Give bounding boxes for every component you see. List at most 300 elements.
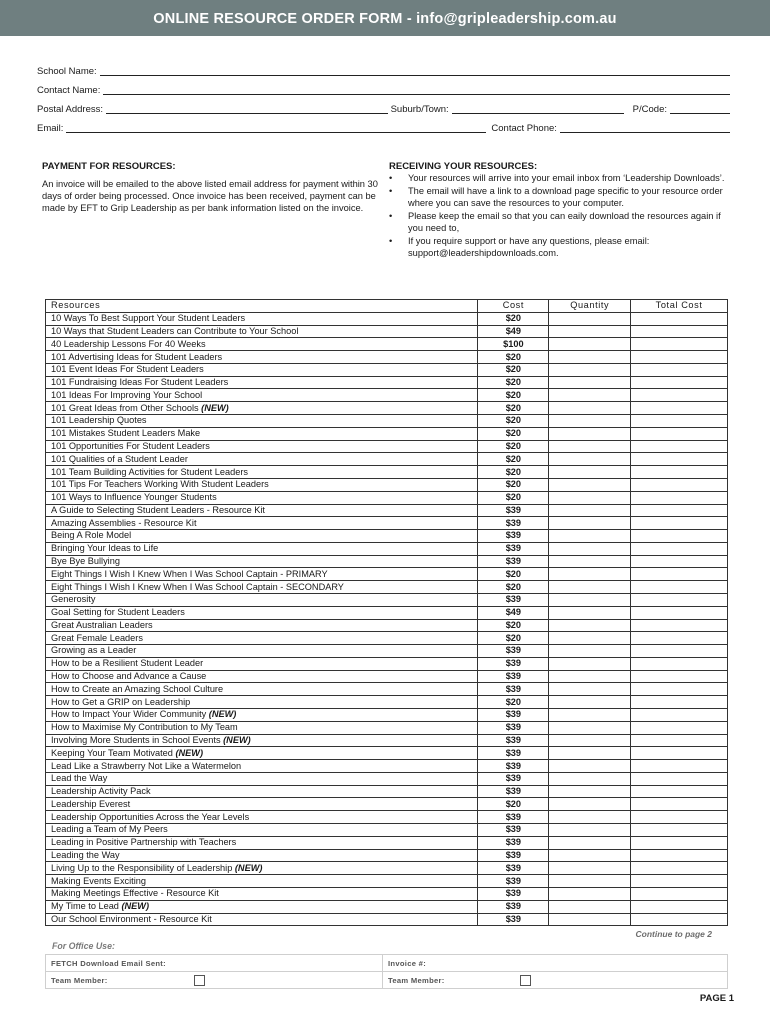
resource-name-cell (46, 440, 478, 453)
total-cost-cell[interactable] (631, 862, 728, 875)
cost-cell: $20 (478, 568, 549, 581)
total-cost-cell[interactable] (631, 887, 728, 900)
fetch-sent-label: FETCH Download Email Sent: (51, 958, 166, 968)
resource-name: Bye Bye Bullying (51, 556, 120, 567)
resource-name-cell (46, 836, 478, 849)
table-row (46, 811, 728, 824)
resource-name: Involving More Students in School Events (51, 734, 221, 745)
resource-name-cell (46, 555, 478, 568)
resource-name-cell (46, 619, 478, 632)
quantity-cell[interactable] (549, 376, 631, 389)
quantity-cell[interactable] (549, 683, 631, 696)
resource-name-cell (46, 747, 478, 760)
quantity-cell[interactable] (549, 785, 631, 798)
table-row (46, 760, 728, 773)
cost-cell: $20 (478, 466, 549, 479)
contact-name-line[interactable] (103, 85, 730, 95)
quantity-cell[interactable] (549, 760, 631, 773)
quantity-cell[interactable] (549, 530, 631, 543)
total-cost-cell[interactable] (631, 415, 728, 428)
quantity-cell[interactable] (549, 887, 631, 900)
school-name-label: School Name: (37, 66, 97, 77)
contact-phone-line[interactable] (560, 123, 730, 133)
cost-cell: $39 (478, 657, 549, 670)
quantity-cell[interactable] (549, 747, 631, 760)
resource-name: Leadership Everest (51, 798, 131, 809)
receiving-item (389, 235, 729, 260)
total-cost-cell[interactable] (631, 491, 728, 504)
quantity-cell[interactable] (549, 351, 631, 364)
resource-name-cell (46, 849, 478, 862)
quantity-cell[interactable] (549, 555, 631, 568)
bullet-icon: • (389, 210, 393, 221)
resource-name-cell (46, 415, 478, 428)
office-use-label: For Office Use: (52, 941, 115, 951)
quantity-cell[interactable] (549, 798, 631, 811)
quantity-cell[interactable] (549, 402, 631, 415)
table-row (46, 619, 728, 632)
header-total-cost: Total Cost (631, 300, 728, 313)
resource-name: How to Create an Amazing School Culture (51, 683, 224, 694)
cost-cell: $20 (478, 440, 549, 453)
resource-name-cell (46, 389, 478, 402)
resource-name-cell (46, 670, 478, 683)
quantity-cell[interactable] (549, 645, 631, 658)
total-cost-cell[interactable] (631, 325, 728, 338)
resource-name-cell (46, 542, 478, 555)
total-cost-cell[interactable] (631, 568, 728, 581)
quantity-cell[interactable] (549, 338, 631, 351)
total-cost-cell[interactable] (631, 593, 728, 606)
resource-name-cell (46, 606, 478, 619)
resource-name-cell (46, 312, 478, 325)
resource-name: Eight Things I Wish I Knew When I Was School Captain - PRIMARY (51, 568, 328, 579)
resource-name-cell (46, 504, 478, 517)
team-member-cell-2[interactable] (383, 972, 728, 989)
total-cost-cell[interactable] (631, 530, 728, 543)
resource-name-cell (46, 645, 478, 658)
cost-cell: $39 (478, 849, 549, 862)
quantity-cell[interactable] (549, 581, 631, 594)
total-cost-cell[interactable] (631, 875, 728, 888)
cost-cell: $39 (478, 645, 549, 658)
table-row (46, 824, 728, 837)
resource-name: 101 Advertising Ideas for Student Leaders (51, 351, 223, 362)
table-row (46, 849, 728, 862)
resource-name-cell (46, 427, 478, 440)
cost-cell: $20 (478, 619, 549, 632)
cost-cell: $39 (478, 900, 549, 913)
contact-name-field[interactable] (37, 82, 730, 96)
table-row (46, 747, 728, 760)
table-row (46, 798, 728, 811)
quantity-cell[interactable] (549, 466, 631, 479)
new-tag: (NEW) (223, 734, 251, 745)
quantity-cell[interactable] (549, 606, 631, 619)
cost-cell: $39 (478, 772, 549, 785)
resource-name: Making Meetings Effective - Resource Kit (51, 888, 219, 899)
cost-cell: $20 (478, 389, 549, 402)
pcode-label: P/Code: (632, 104, 667, 115)
cost-cell: $20 (478, 363, 549, 376)
resource-name-cell (46, 657, 478, 670)
resource-name: 101 Tips For Teachers Working With Student Leaders (51, 479, 269, 490)
resource-name-cell (46, 900, 478, 913)
resource-name-cell (46, 632, 478, 645)
table-row (46, 875, 728, 888)
resource-name: 101 Fundraising Ideas For Student Leaders (51, 377, 229, 388)
cost-cell: $39 (478, 504, 549, 517)
cost-cell: $39 (478, 709, 549, 722)
table-row (46, 530, 728, 543)
checkbox-2[interactable] (520, 975, 531, 986)
total-cost-cell[interactable] (631, 389, 728, 402)
total-cost-cell[interactable] (631, 913, 728, 926)
resource-name: How to Choose and Advance a Cause (51, 671, 207, 682)
receiving-item-text: Your resources will arrive into your email inbox from ‘Leadership Downloads’. (408, 173, 725, 183)
table-row (46, 504, 728, 517)
resource-name-cell (46, 721, 478, 734)
cost-cell: $20 (478, 415, 549, 428)
resource-name: Growing as a Leader (51, 645, 137, 656)
header-cost: Cost (478, 300, 549, 313)
resource-name: 101 Event Ideas For Student Leaders (51, 364, 204, 375)
header-quantity: Quantity (549, 300, 631, 313)
total-cost-cell[interactable] (631, 824, 728, 837)
quantity-cell[interactable] (549, 721, 631, 734)
table-row (46, 862, 728, 875)
total-cost-cell[interactable] (631, 836, 728, 849)
quantity-cell[interactable] (549, 824, 631, 837)
resource-name: Leading the Way (51, 849, 120, 860)
total-cost-cell[interactable] (631, 798, 728, 811)
total-cost-cell[interactable] (631, 555, 728, 568)
header-resources: Resources (46, 300, 478, 313)
cost-cell: $39 (478, 721, 549, 734)
table-row (46, 581, 728, 594)
receiving-item (389, 185, 729, 210)
quantity-cell[interactable] (549, 811, 631, 824)
resource-name: Being A Role Model (51, 530, 132, 541)
table-row (46, 517, 728, 530)
cost-cell: $20 (478, 798, 549, 811)
quantity-cell[interactable] (549, 568, 631, 581)
table-row (46, 632, 728, 645)
resource-name: Leadership Opportunities Across the Year Levels (51, 811, 250, 822)
cost-cell: $39 (478, 593, 549, 606)
resource-name: 101 Mistakes Student Leaders Make (51, 428, 201, 439)
table-row (46, 657, 728, 670)
quantity-cell[interactable] (549, 849, 631, 862)
resource-name: Goal Setting for Student Leaders (51, 607, 185, 618)
page-title: ONLINE RESOURCE ORDER FORM - info@gripleadership.com.au (0, 0, 770, 36)
team-member-label-2: Team Member: (388, 975, 445, 985)
total-cost-cell[interactable] (631, 632, 728, 645)
table-row (46, 389, 728, 402)
table-row (46, 453, 728, 466)
quantity-cell[interactable] (549, 836, 631, 849)
resource-name-cell (46, 402, 478, 415)
quantity-cell[interactable] (549, 632, 631, 645)
total-cost-cell[interactable] (631, 619, 728, 632)
new-tag: (NEW) (208, 709, 237, 720)
total-cost-cell[interactable] (631, 363, 728, 376)
total-cost-cell[interactable] (631, 772, 728, 785)
quantity-cell[interactable] (549, 772, 631, 785)
quantity-cell[interactable] (549, 542, 631, 555)
quantity-cell[interactable] (549, 875, 631, 888)
total-cost-cell[interactable] (631, 670, 728, 683)
total-cost-cell[interactable] (631, 900, 728, 913)
quantity-cell[interactable] (549, 619, 631, 632)
cost-cell: $39 (478, 530, 549, 543)
resource-name: How to Maximise My Contribution to My Team (51, 722, 238, 733)
cost-cell: $39 (478, 760, 549, 773)
resource-name-cell (46, 530, 478, 543)
total-cost-cell[interactable] (631, 453, 728, 466)
total-cost-cell[interactable] (631, 351, 728, 364)
total-cost-cell[interactable] (631, 747, 728, 760)
postal-address-field[interactable] (37, 101, 730, 115)
total-cost-cell[interactable] (631, 466, 728, 479)
quantity-cell[interactable] (549, 504, 631, 517)
resource-name-cell (46, 478, 478, 491)
table-row (46, 683, 728, 696)
quantity-cell[interactable] (549, 478, 631, 491)
bullet-icon: • (389, 185, 393, 196)
total-cost-cell[interactable] (631, 542, 728, 555)
resource-name-cell (46, 593, 478, 606)
suburb-town-line[interactable] (452, 104, 624, 114)
quantity-cell[interactable] (549, 862, 631, 875)
bullet-icon: • (389, 235, 393, 246)
fetch-sent-cell[interactable] (46, 955, 383, 972)
resource-name-cell (46, 785, 478, 798)
school-name-field[interactable] (37, 63, 730, 77)
table-row (46, 593, 728, 606)
resource-name-cell (46, 824, 478, 837)
checkbox-1[interactable] (194, 975, 205, 986)
resource-name-cell (46, 453, 478, 466)
resource-name-cell (46, 376, 478, 389)
resource-name: 101 Ideas For Improving Your School (51, 389, 203, 400)
new-tag: (NEW) (121, 901, 150, 912)
resource-name: Our School Environment - Resource Kit (51, 913, 212, 924)
cost-cell: $39 (478, 555, 549, 568)
cost-cell: $20 (478, 312, 549, 325)
total-cost-cell[interactable] (631, 312, 728, 325)
resource-name: Living Up to the Responsibility of Leadership (51, 862, 233, 873)
resource-name-cell (46, 913, 478, 926)
cost-cell: $20 (478, 581, 549, 594)
total-cost-cell[interactable] (631, 402, 728, 415)
table-row (46, 734, 728, 747)
table-row (46, 568, 728, 581)
new-tag: (NEW) (201, 402, 229, 413)
table-header-row (46, 300, 728, 313)
email-field[interactable] (37, 120, 730, 134)
resource-name: 101 Leadership Quotes (51, 415, 147, 426)
quantity-cell[interactable] (549, 734, 631, 747)
total-cost-cell[interactable] (631, 721, 728, 734)
cost-cell: $39 (478, 670, 549, 683)
cost-cell: $39 (478, 542, 549, 555)
quantity-cell[interactable] (549, 415, 631, 428)
total-cost-cell[interactable] (631, 440, 728, 453)
total-cost-cell[interactable] (631, 427, 728, 440)
cost-cell: $39 (478, 517, 549, 530)
quantity-cell[interactable] (549, 312, 631, 325)
table-row (46, 376, 728, 389)
quantity-cell[interactable] (549, 517, 631, 530)
page-number: PAGE 1 (699, 993, 734, 1004)
school-name-line[interactable] (100, 66, 730, 76)
table-row (46, 440, 728, 453)
total-cost-cell[interactable] (631, 734, 728, 747)
resource-name: My Time to Lead (51, 901, 119, 912)
table-row (46, 542, 728, 555)
total-cost-cell[interactable] (631, 785, 728, 798)
resource-name: Great Australian Leaders (51, 619, 153, 630)
resource-name: How to Get a GRIP on Leadership (51, 696, 191, 707)
resource-name: Great Female Leaders (51, 632, 143, 643)
total-cost-cell[interactable] (631, 760, 728, 773)
cost-cell: $20 (478, 427, 549, 440)
resource-name-cell (46, 875, 478, 888)
total-cost-cell[interactable] (631, 376, 728, 389)
quantity-cell[interactable] (549, 593, 631, 606)
quantity-cell[interactable] (549, 389, 631, 402)
receiving-item-text: If you require support or have any questions, please email: support@leadershipdownloads.com. (408, 235, 650, 258)
cost-cell: $49 (478, 606, 549, 619)
total-cost-cell[interactable] (631, 709, 728, 722)
table-row (46, 427, 728, 440)
table-row (46, 338, 728, 351)
cost-cell: $20 (478, 453, 549, 466)
quantity-cell[interactable] (549, 670, 631, 683)
receiving-item (389, 210, 729, 235)
pcode-line[interactable] (670, 104, 730, 114)
table-row (46, 772, 728, 785)
resource-name-cell (46, 760, 478, 773)
quantity-cell[interactable] (549, 900, 631, 913)
table-row (46, 887, 728, 900)
receiving-item (389, 172, 729, 185)
quantity-cell[interactable] (549, 913, 631, 926)
receiving-item-text: The email will have a link to a download page specific to your resource order where you can save the resources to your computer. (408, 185, 723, 208)
resource-name-cell (46, 338, 478, 351)
resource-name: Eight Things I Wish I Knew When I Was School Captain - SECONDARY (51, 581, 344, 592)
quantity-cell[interactable] (549, 363, 631, 376)
cost-cell: $20 (478, 632, 549, 645)
cost-cell: $39 (478, 824, 549, 837)
table-row (46, 466, 728, 479)
resource-name: 40 Leadership Lessons For 40 Weeks (51, 338, 206, 349)
resource-name-cell (46, 568, 478, 581)
total-cost-cell[interactable] (631, 517, 728, 530)
resource-name-cell (46, 709, 478, 722)
total-cost-cell[interactable] (631, 581, 728, 594)
cost-cell: $39 (478, 913, 549, 926)
resource-name: 101 Team Building Activities for Student Leaders (51, 466, 248, 477)
resource-name: Lead Like a Strawberry Not Like a Watermelon (51, 760, 242, 771)
cost-cell: $20 (478, 696, 549, 709)
table-row (46, 351, 728, 364)
bullet-icon: • (389, 173, 393, 183)
team-member-cell-1[interactable] (46, 972, 383, 989)
table-row (46, 913, 728, 926)
contact-name-label: Contact Name: (37, 85, 101, 96)
resource-name: Bringing Your Ideas to Life (51, 543, 159, 554)
cost-cell: $39 (478, 683, 549, 696)
total-cost-cell[interactable] (631, 657, 728, 670)
resource-name: 10 Ways To Best Support Your Student Leaders (51, 313, 246, 324)
resource-name-cell (46, 811, 478, 824)
office-use-table (45, 954, 728, 989)
total-cost-cell[interactable] (631, 811, 728, 824)
table-row (46, 312, 728, 325)
total-cost-cell[interactable] (631, 849, 728, 862)
quantity-cell[interactable] (549, 709, 631, 722)
resource-name: 101 Opportunities For Student Leaders (51, 440, 210, 451)
resource-name-cell (46, 734, 478, 747)
resource-name: How to Impact Your Wider Community (51, 709, 207, 720)
total-cost-cell[interactable] (631, 606, 728, 619)
cost-cell: $20 (478, 478, 549, 491)
contact-phone-label: Contact Phone: (491, 123, 557, 134)
payment-text: An invoice will be emailed to the above listed email address for payment within 30 days of order being processed. Once invoice has been received, payment can be made by EFT to Grip Leadership as per bank information listed on the invoice. (42, 179, 378, 214)
resource-name-cell (46, 517, 478, 530)
quantity-cell[interactable] (549, 657, 631, 670)
continue-note: Continue to page 2 (635, 929, 712, 939)
email-line[interactable] (66, 123, 486, 133)
resource-name-cell (46, 798, 478, 811)
quantity-cell[interactable] (549, 453, 631, 466)
total-cost-cell[interactable] (631, 504, 728, 517)
receiving-heading: RECEIVING YOUR RESOURCES: (389, 161, 538, 172)
quantity-cell[interactable] (549, 427, 631, 440)
resource-name: 101 Great Ideas from Other Schools (51, 402, 199, 413)
total-cost-cell[interactable] (631, 683, 728, 696)
cost-cell: $100 (478, 338, 549, 351)
resource-name-cell (46, 581, 478, 594)
quantity-cell[interactable] (549, 440, 631, 453)
resource-name-cell (46, 325, 478, 338)
invoice-cell[interactable] (383, 955, 728, 972)
cost-cell: $20 (478, 376, 549, 389)
new-tag: (NEW) (175, 747, 204, 758)
quantity-cell[interactable] (549, 491, 631, 504)
resource-name-cell (46, 772, 478, 785)
total-cost-cell[interactable] (631, 478, 728, 491)
postal-address-line[interactable] (106, 104, 388, 114)
resource-name: Keeping Your Team Motivated (51, 747, 173, 758)
resource-name-cell (46, 887, 478, 900)
table-row (46, 785, 728, 798)
resource-name: Generosity (51, 594, 96, 605)
total-cost-cell[interactable] (631, 645, 728, 658)
resource-name: Leadership Activity Pack (51, 786, 151, 797)
quantity-cell[interactable] (549, 696, 631, 709)
cost-cell: $49 (478, 325, 549, 338)
total-cost-cell[interactable] (631, 338, 728, 351)
invoice-label: Invoice #: (388, 958, 427, 968)
resource-name-cell (46, 683, 478, 696)
quantity-cell[interactable] (549, 325, 631, 338)
total-cost-cell[interactable] (631, 696, 728, 709)
table-row (46, 478, 728, 491)
receiving-item-text: Please keep the email so that you can eaily download the resources again if you need to, (408, 210, 721, 233)
